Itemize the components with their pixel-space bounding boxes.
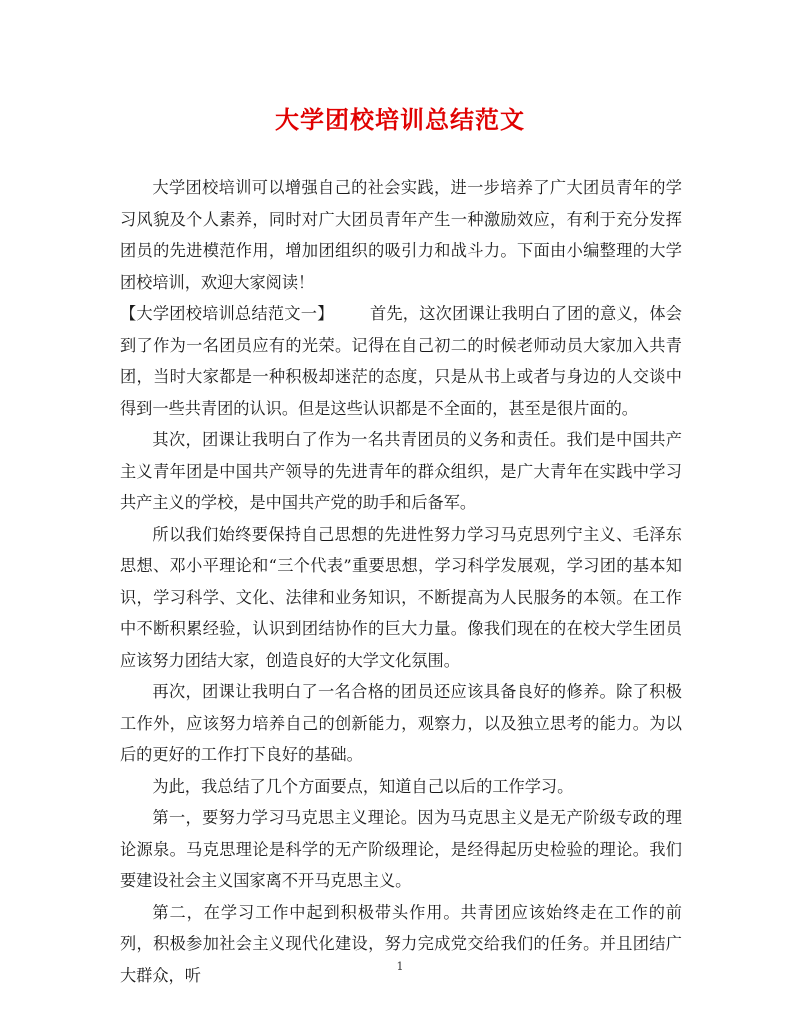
- body-paragraph: 第二，在学习工作中起到积极带头作用。共青团应该始终走在工作的前列，积极参加社会主义现代化建设，努力完成党交给我们的任务。并且团结广大群众，听: [120, 902, 682, 985]
- document-body: [120, 172, 682, 991]
- body-paragraph: 为此，我总结了几个方面要点，知道自己以后的工作学习。: [152, 776, 574, 796]
- section-paragraph: [120, 298, 682, 424]
- document-title: 大学团校培训总结范文: [275, 105, 525, 134]
- intro-paragraph: 大学团校培训可以增强自己的社会实践，进一步培养了广大团员青年的学习风貌及个人素养，同时对广大团员青年产生一种激励效应，有利于充分发挥团员的先进模范作用，增加团组织的吸引力和战斗力。下面由小编整理的大学团校培训，欢迎大家阅读！: [120, 178, 682, 292]
- page-number: 1: [396, 960, 404, 973]
- body-paragraph: 其次，团课让我明白了作为一名共青团员的义务和责任。我们是中国共产主义青年团是中国共产领导的先进青年的群众组织，是广大青年在实践中学习共产主义的学校，是中国共产党的助手和后备军。: [120, 430, 682, 512]
- section-heading: 【大学团校培训总结范文一】: [120, 304, 334, 323]
- body-paragraph: 第一，要努力学习马克思主义理论。因为马克思主义是无产阶级专政的理论源泉。马克思理论是科学的无产阶级理论，是经得起历史检验的理论。我们要建设社会主义国家离不开马克思主义。: [120, 808, 682, 890]
- body-paragraph: 所以我们始终要保持自己思想的先进性努力学习马克思列宁主义、毛泽东思想、邓小平理论和“三个代表”重要思想，学习科学发展观，学习团的基本知识，学习科学、文化、法律和业务知识，不断提高为人民服务的本领。在工作中不断积累经验，认识到团结协作的巨大力量。像我们现在的在校大学生团员应该努力团结大家，创造良好的大学文化氛围。: [120, 524, 682, 670]
- body-paragraph: 再次，团课让我明白了一名合格的团员还应该具备良好的修养。除了积极工作外，应该努力培养自己的创新能力，观察力，以及独立思考的能力。为以后的更好的工作打下良好的基础。: [120, 682, 682, 764]
- section-first-text: 首先，这次团课让我明白了团的意义，体会到了作为一名团员应有的光荣。记得在自己初二的时候老师动员大家加入共青团，当时大家都是一种积极却迷茫的态度，只是从书上或者与身边的人交谈中得到一些共青团的认识。但是这些认识都是不全面的，甚至是很片面的。: [120, 304, 682, 418]
